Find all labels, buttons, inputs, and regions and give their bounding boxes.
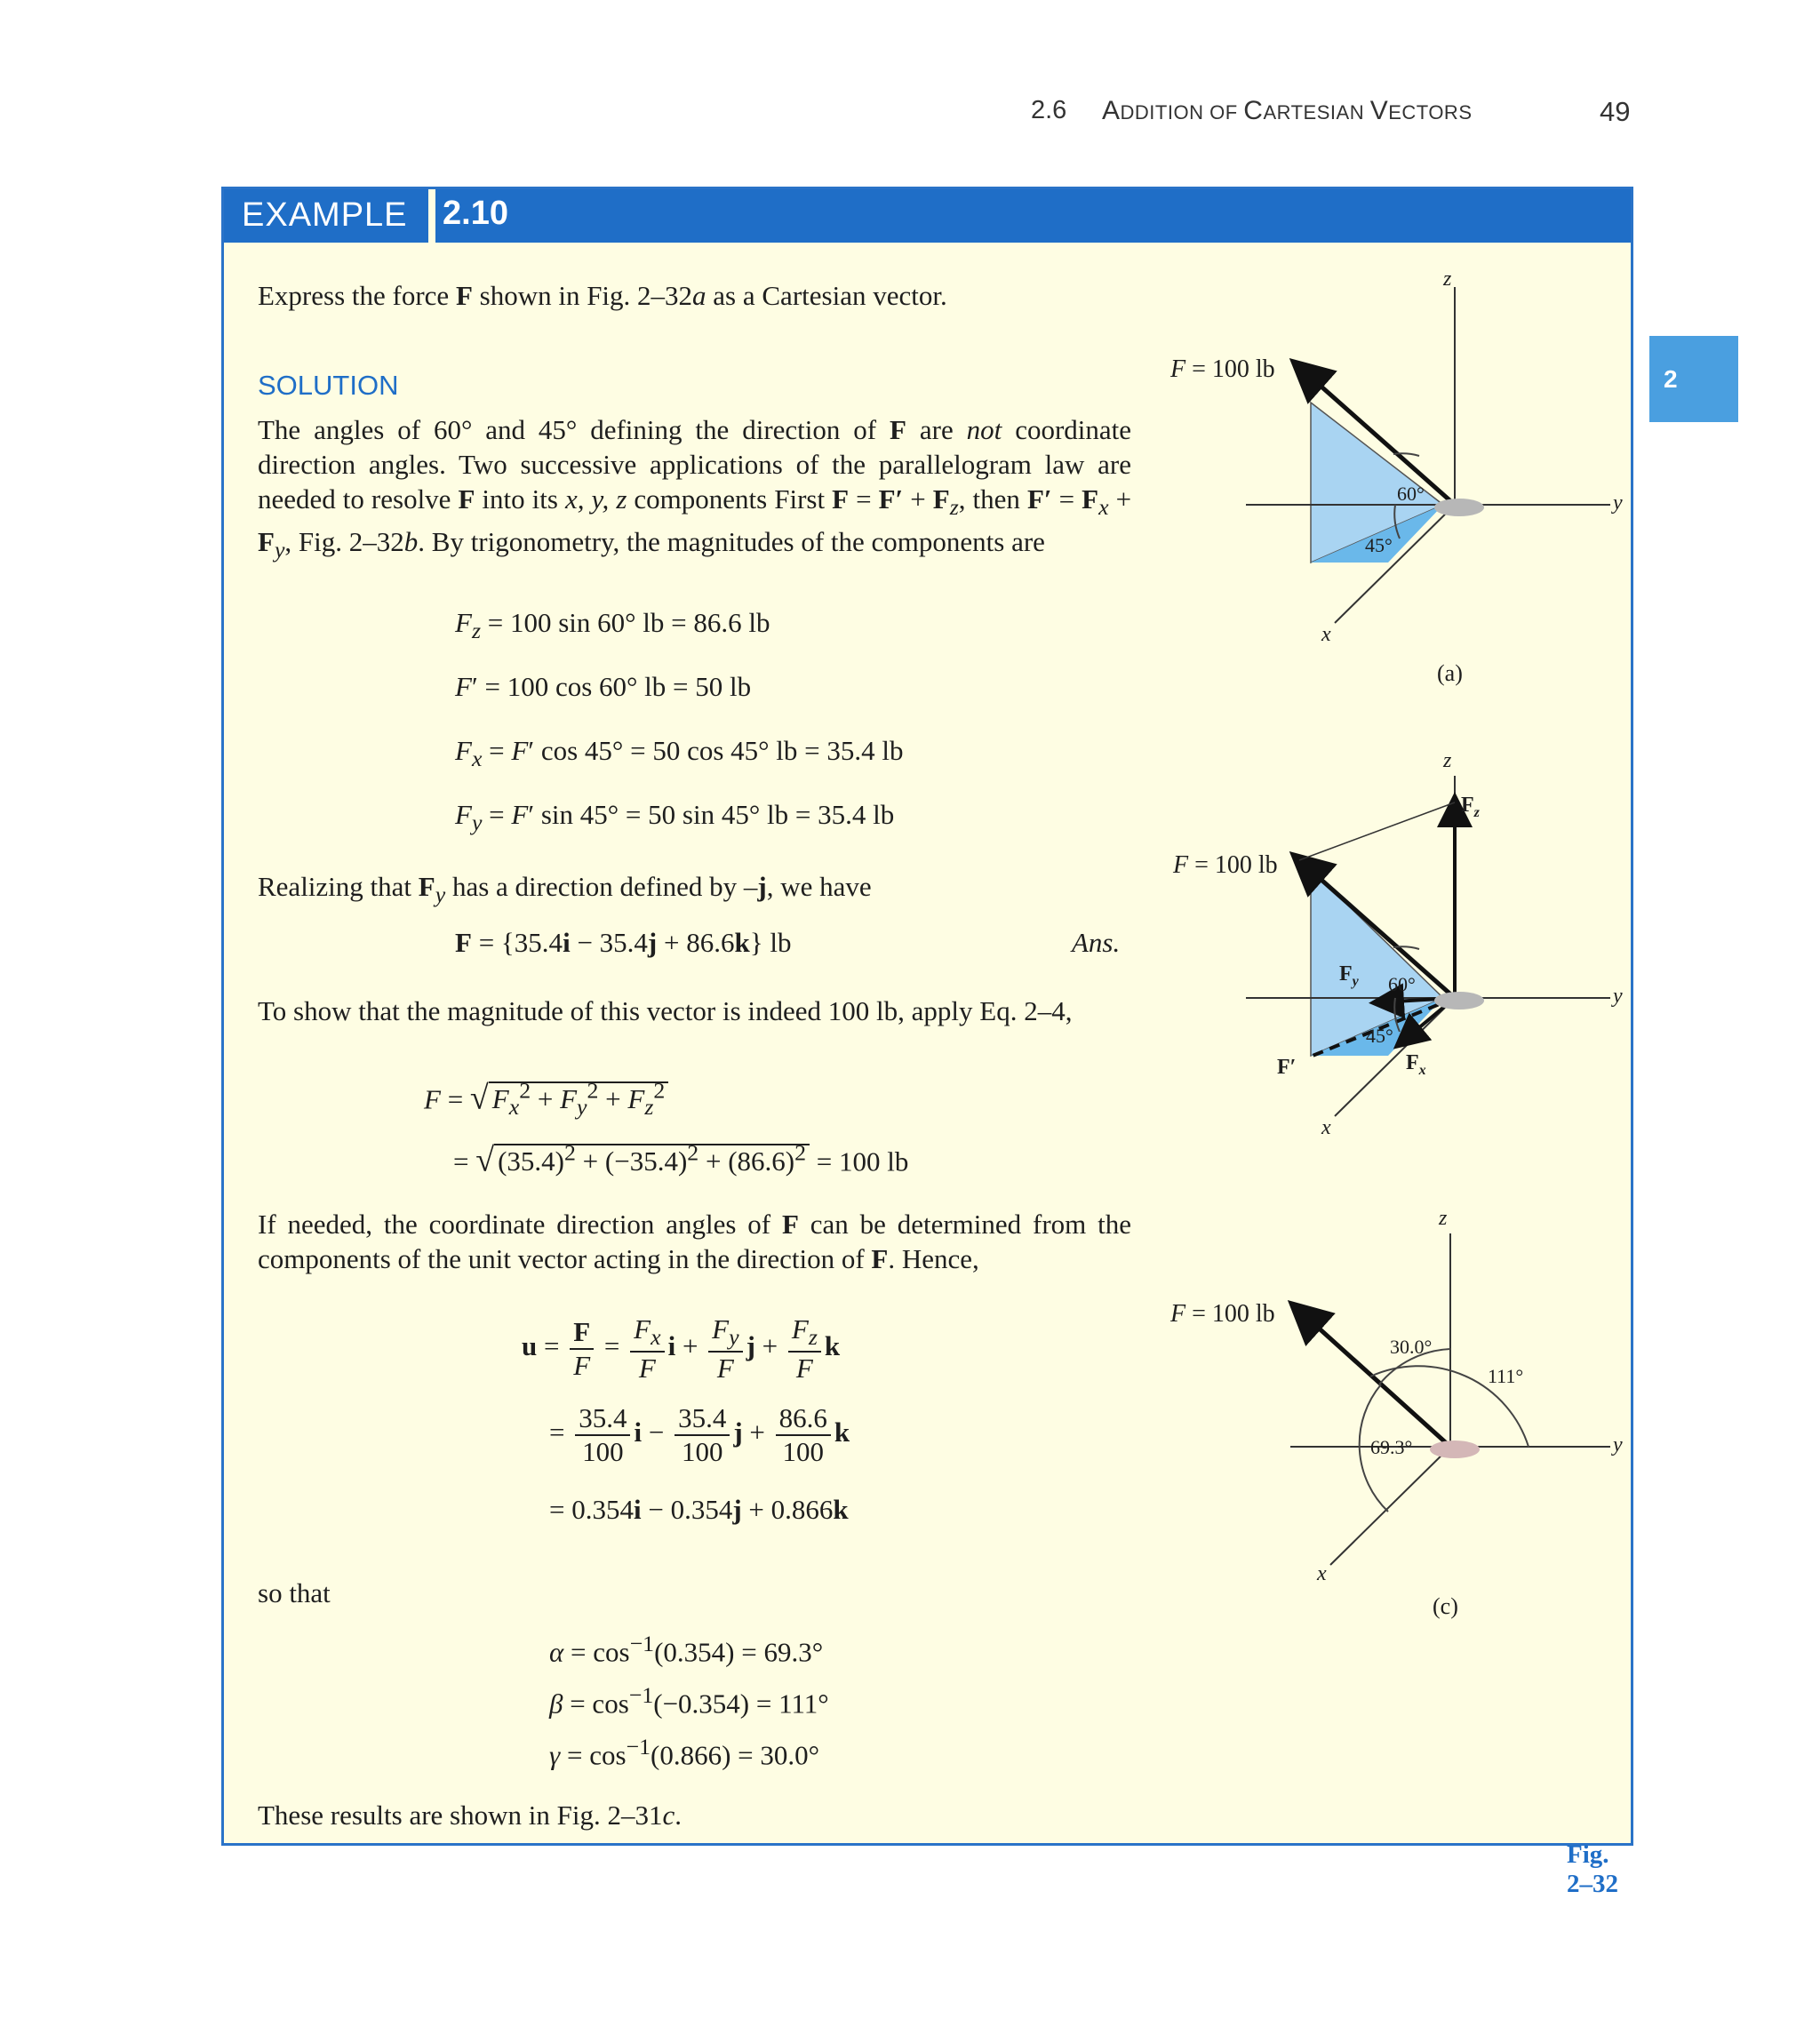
equation-fx: $F_x = F'$ cos 45° = 50 cos 45° lb = 35.4 lb bbox=[455, 735, 904, 772]
figure-c bbox=[1290, 1233, 1610, 1565]
figure-c-x-label: x bbox=[1317, 1562, 1327, 1585]
equation-unit-vector-1: u = $\frac{F}{F}$ = $\frac{F_x}{F}$ i + $\frac{F_y}{F}$ j + $\frac{F_z}{F}$ k bbox=[522, 1313, 841, 1385]
page-number: 49 bbox=[1600, 96, 1631, 127]
answer-marker: Ans. bbox=[1072, 927, 1121, 958]
figure-b-fz-guide bbox=[1299, 802, 1455, 860]
figure-c-axis-x bbox=[1330, 1447, 1450, 1565]
figure-b-z-label: z bbox=[1443, 749, 1452, 772]
figure-2-32 bbox=[224, 189, 1636, 1848]
solution-paragraph-1: The angles of 60° and 45° defining the direction of F are not coordinate direction angles. Two successive applications of the parallelogram law are needed to resolve F into its x, y, z components First $F = F' + F_z$, then $F' = F_x + F_y$, Fig. 2–32b. By trigonometry, the magnitudes of the components are bbox=[258, 414, 1132, 563]
figure-a-x-label: x bbox=[1321, 623, 1331, 646]
figure-a-angle-45: 45° bbox=[1365, 534, 1393, 556]
conclusion-text: These results are shown in Fig. 2–31c. bbox=[258, 1800, 682, 1831]
example-box bbox=[221, 187, 1633, 1898]
figure-a-z-label: z bbox=[1443, 267, 1452, 291]
figure-c-angle-gamma: 30.0° bbox=[1390, 1336, 1433, 1358]
solution-heading: SOLUTION bbox=[258, 370, 399, 401]
figure-b bbox=[1246, 776, 1610, 1116]
section-number: 2.6 bbox=[1031, 96, 1067, 124]
section-title-part: ARTESIAN bbox=[1263, 101, 1365, 124]
figure-b-fy-label: $F_y$ bbox=[1339, 962, 1359, 989]
figure-b-fx-label: $F_x$ bbox=[1406, 1051, 1426, 1078]
section-title-part: C bbox=[1243, 96, 1264, 125]
equation-unit-vector-3: = 0.354i − 0.354j + 0.866k bbox=[549, 1494, 849, 1525]
solution-paragraph-4: If needed, the coordinate direction angles of F can be determined from the components of the unit vector acting in the direction of F. Hence, bbox=[258, 1209, 1131, 1274]
figure-c-z-label: z bbox=[1439, 1207, 1448, 1230]
equation-unit-vector-2: = $\frac{35.4}{100}$ i − $\frac{35.4}{100}$ j + $\frac{86.6}{100}$ k bbox=[549, 1402, 850, 1467]
figure-a-caption: (a) bbox=[1437, 660, 1463, 686]
figure-b-angle-60: 60° bbox=[1388, 973, 1416, 995]
figure-a-force-label: F = 100 lb bbox=[1170, 355, 1275, 383]
solution-paragraph-2: Realizing that $F_y$ has a direction defined by –j, we have bbox=[258, 871, 872, 908]
example-number: 2.10 bbox=[443, 195, 508, 232]
section-title-part: DDITION bbox=[1120, 101, 1204, 124]
section-title-part: ECTORS bbox=[1388, 101, 1473, 124]
figure-a-y-label: y bbox=[1613, 491, 1623, 515]
figure-c-force-label: F = 100 lb bbox=[1170, 1300, 1275, 1328]
equation-force-vector: F = {35.4i − 35.4j + 86.6k} lb bbox=[455, 927, 792, 958]
figure-b-fprime-label: F′ bbox=[1277, 1056, 1297, 1079]
figure-caption: Fig. 2–32 bbox=[1567, 1840, 1618, 1898]
figure-c-angle-alpha: 69.3° bbox=[1370, 1436, 1413, 1458]
equation-fz: $F_z = 100$ sin 60° lb = 86.6 lb bbox=[455, 607, 770, 644]
section-title-part: A bbox=[1102, 96, 1121, 125]
example-label: EXAMPLE bbox=[242, 196, 408, 234]
section-title bbox=[1102, 96, 1473, 126]
chapter-thumb-tab: 2 bbox=[1649, 336, 1738, 422]
equation-fy: $F_y = F'$ sin 45° = 50 sin 45° lb = 35.4 lb bbox=[455, 799, 895, 836]
figure-b-angle-45: 45° bbox=[1366, 1025, 1393, 1047]
solution-paragraph-3: To show that the magnitude of this vector is indeed 100 lb, apply Eq. 2–4, bbox=[258, 995, 1073, 1026]
equation-fprime: F′ = 100 cos 60° lb = 50 lb bbox=[455, 671, 752, 702]
figure-b-origin bbox=[1434, 992, 1484, 1010]
problem-statement: Express the force F shown in Fig. 2–32a as a Cartesian vector. bbox=[258, 280, 947, 311]
equation-beta: $\beta = \cos^{-1}(-0.354) = 111^\circ$ bbox=[549, 1682, 829, 1720]
section-title-part bbox=[1364, 101, 1370, 124]
figure-b-x-label: x bbox=[1321, 1116, 1331, 1139]
section-title-part: V bbox=[1369, 96, 1389, 125]
figure-c-origin bbox=[1430, 1440, 1480, 1458]
figure-a-origin bbox=[1434, 499, 1484, 516]
figure-c-caption: (c) bbox=[1433, 1593, 1458, 1619]
figure-b-fz-label: $F_z$ bbox=[1461, 794, 1480, 820]
equation-magnitude-1: F = √ $F_x^2 + F_y^2 + F_z^2$ bbox=[424, 1078, 668, 1121]
figure-a-angle-60: 60° bbox=[1397, 483, 1425, 505]
section-title-part: OF bbox=[1209, 101, 1238, 124]
figure-a bbox=[1246, 287, 1610, 623]
equation-alpha: $\alpha = \cos^{-1}(0.354) = 69.3^\circ$ bbox=[549, 1631, 824, 1668]
figure-c-angle-beta: 111° bbox=[1488, 1365, 1524, 1387]
equation-gamma: $\gamma = \cos^{-1}(0.866) = 30.0^\circ$ bbox=[549, 1734, 820, 1771]
so-that-text: so that bbox=[258, 1577, 331, 1608]
figure-c-y-label: y bbox=[1613, 1433, 1623, 1456]
figure-c-force bbox=[1297, 1309, 1450, 1447]
equation-magnitude-2: = √ $(35.4)^2 + (-35.4)^2 + (86.6)^2 = 100$ lb bbox=[453, 1140, 909, 1179]
figure-b-force-label: F = 100 lb bbox=[1173, 851, 1278, 879]
figure-b-y-label: y bbox=[1613, 985, 1623, 1008]
